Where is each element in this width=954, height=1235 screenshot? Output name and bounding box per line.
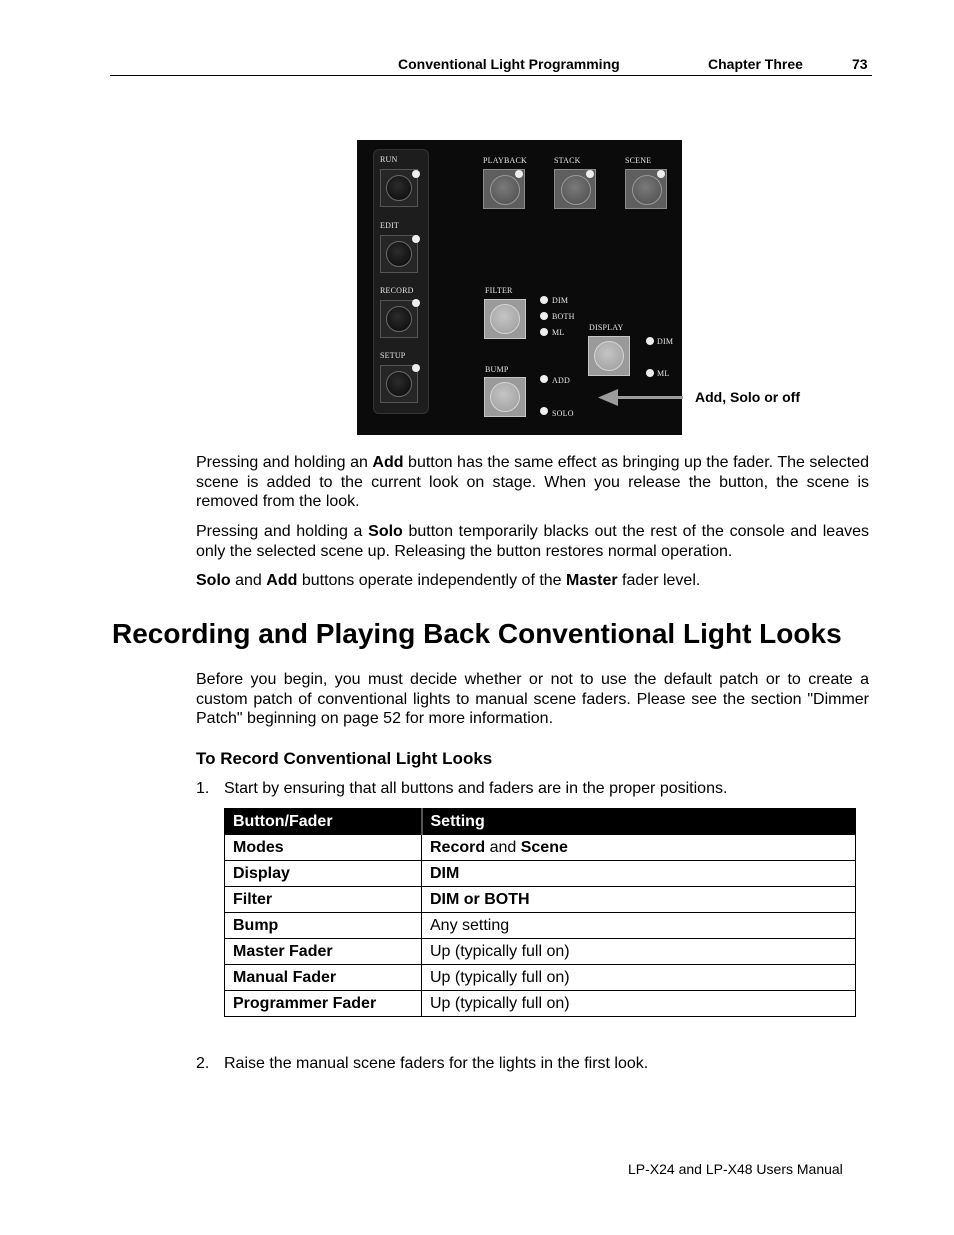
edit-led [412, 235, 420, 243]
filter-label: FILTER [485, 286, 513, 295]
text-run: Pressing and holding a [196, 523, 369, 540]
step-2-text: Raise the manual scene faders for the lights in the first look. [224, 1055, 649, 1072]
bump-knob [490, 382, 520, 412]
scene-led [657, 170, 665, 178]
table-row [225, 861, 856, 887]
row-setting: DIM or BOTH [422, 887, 856, 913]
section-heading: Recording and Playing Back Conventional Light Looks [112, 618, 842, 649]
filter-knob [490, 304, 520, 334]
run-led [412, 170, 420, 178]
header-page-number: 73 [852, 56, 868, 72]
row-name: Modes [225, 835, 422, 861]
display-option-ml: ML [657, 369, 670, 378]
filter-option-dim: DIM [552, 296, 569, 305]
term-add: Add [266, 572, 298, 589]
run-knob [386, 175, 412, 201]
setting-record: Record [430, 838, 486, 856]
callout-label: Add, Solo or off [695, 389, 800, 405]
record-led [412, 299, 420, 307]
bump-label: BUMP [485, 365, 509, 374]
setup-led [412, 364, 420, 372]
record-label: RECORD [380, 286, 414, 295]
row-name: Programmer Fader [225, 991, 422, 1017]
stack-led [586, 170, 594, 178]
header-rule [110, 75, 872, 76]
playback-knob [490, 175, 520, 205]
row-name: Filter [225, 887, 422, 913]
filter-option-ml: ML [552, 328, 565, 337]
step-2-number: 2. [196, 1055, 210, 1072]
paragraph-solo [196, 522, 869, 561]
display-dim-led [646, 337, 654, 345]
bump-option-add: ADD [552, 376, 570, 385]
row-setting: Up (typically full on) [422, 939, 856, 965]
settings-table [224, 808, 856, 1017]
playback-label: PLAYBACK [483, 156, 527, 165]
table-row [225, 939, 856, 965]
scene-label: SCENE [625, 156, 652, 165]
display-label: DISPLAY [589, 323, 624, 332]
table-row [225, 991, 856, 1017]
section-intro-paragraph: Before you begin, you must decide whether or not to use the default patch or to create a custom patch of conventional lights to manual scene faders. Please see the section "Dimmer Patch" beginning on page 52 for more information. [196, 671, 869, 727]
header-chapter: Chapter Three [708, 56, 803, 72]
row-name: Manual Fader [225, 965, 422, 991]
table-header-row [225, 809, 856, 835]
step-1-number: 1. [196, 780, 210, 797]
table-row [225, 887, 856, 913]
record-knob [386, 306, 412, 332]
display-option-dim: DIM [657, 337, 674, 346]
edit-knob [386, 241, 412, 267]
row-setting: Up (typically full on) [422, 991, 856, 1017]
term-solo: Solo [196, 572, 231, 589]
row-name: Display [225, 861, 422, 887]
term-add: Add [372, 454, 404, 471]
bump-solo-led [540, 407, 548, 415]
table-row [225, 913, 856, 939]
row-name: Bump [225, 913, 422, 939]
scene-knob [632, 175, 662, 205]
row-setting: Any setting [422, 913, 856, 939]
text-run: buttons operate independently of the [297, 572, 567, 589]
text-run: fader level. [617, 572, 701, 589]
bump-option-solo: SOLO [552, 409, 574, 418]
text-run: and [230, 572, 267, 589]
callout-arrow-icon [596, 386, 688, 410]
edit-label: EDIT [380, 221, 400, 230]
column-header-setting: Setting [422, 809, 856, 835]
setting-scene: Scene [520, 838, 568, 856]
stack-label: STACK [554, 156, 581, 165]
filter-button [484, 299, 526, 339]
filter-option-both: BOTH [552, 312, 575, 321]
playback-led [515, 170, 523, 178]
setting-and: and [485, 838, 521, 856]
filter-dim-led [540, 296, 548, 304]
subheading: To Record Conventional Light Looks [196, 749, 493, 768]
term-master: Master [566, 572, 618, 589]
row-setting: Up (typically full on) [422, 965, 856, 991]
row-setting [422, 835, 856, 861]
run-label: RUN [380, 155, 398, 164]
footer-manual-title: LP-X24 and LP-X48 Users Manual [628, 1161, 843, 1177]
text-run: button temporarily blacks out the rest of the console and leaves only the selected scene up. Releasing the button restores normal operation. [196, 523, 870, 560]
column-header-button-fader: Button/Fader [225, 809, 422, 835]
filter-ml-led [540, 328, 548, 336]
row-name: Master Fader [225, 939, 422, 965]
display-button [588, 336, 630, 376]
bump-button [484, 377, 526, 417]
table-row [225, 835, 856, 861]
bump-add-led [540, 375, 548, 383]
display-ml-led [646, 369, 654, 377]
paragraph-add [196, 453, 869, 512]
display-knob [594, 341, 624, 371]
paragraph-independent [196, 571, 869, 591]
header-section-title: Conventional Light Programming [398, 56, 620, 72]
text-run: Pressing and holding an [196, 454, 373, 471]
setup-label: SETUP [380, 351, 406, 360]
stack-knob [561, 175, 591, 205]
term-solo: Solo [368, 523, 403, 540]
step-1-text: Start by ensuring that all buttons and faders are in the proper positions. [224, 780, 728, 797]
filter-both-led [540, 312, 548, 320]
table-row [225, 965, 856, 991]
text-run: button has the same effect as bringing up the fader. The selected scene is added to the current look on stage. When you release the button, the scene is removed from the look. [196, 454, 870, 510]
row-setting: DIM [422, 861, 856, 887]
setup-knob [386, 371, 412, 397]
